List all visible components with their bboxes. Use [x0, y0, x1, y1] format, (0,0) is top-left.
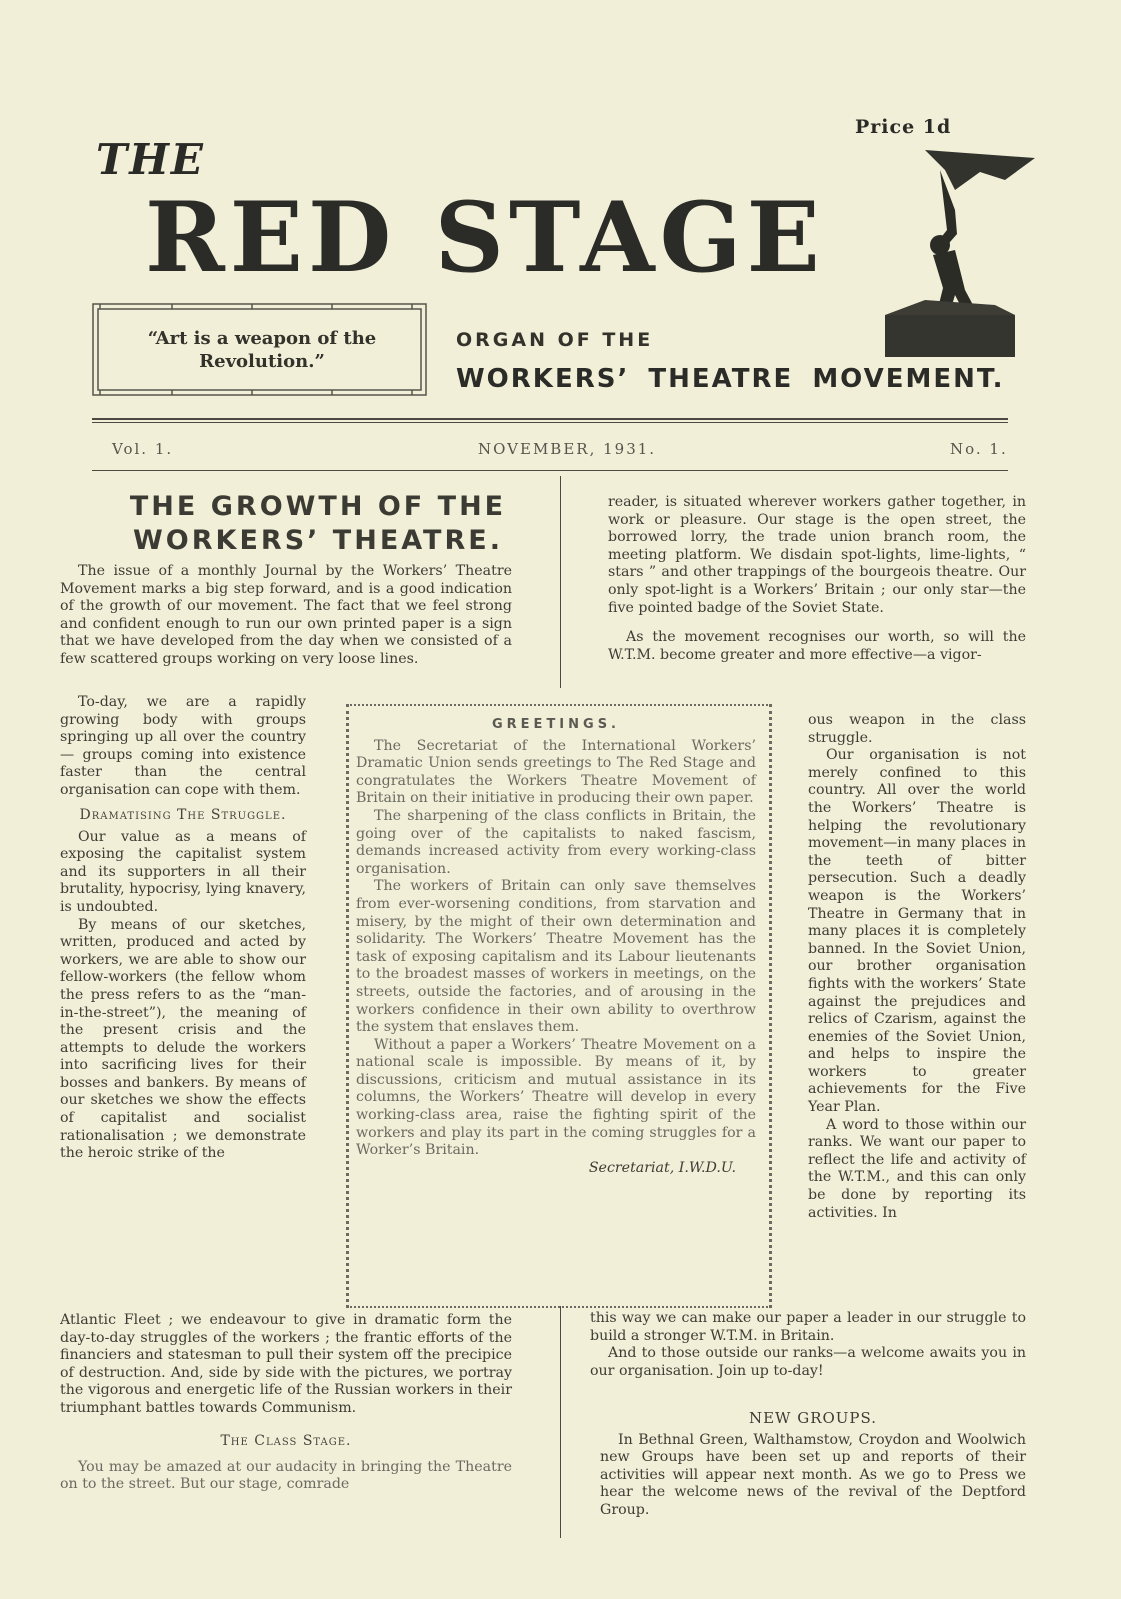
- volume-label: Vol. 1.: [112, 440, 174, 458]
- lead-paragraph: ous weapon in the class struggle.: [808, 712, 1026, 746]
- greetings-paragraph: The workers of Britain can only save themselves from ever-worsening conditions, from starvation and misery, by the might of their own determination and solidarity. The Workers’ Theatre Movement has the task of exposing capitalism and its Labour lieutenants to the broadest masses of workers in meetings, on the streets, outside the factories, and of arousing in the workers confidence in their own ability to overthrow the system that enslaves them.: [356, 878, 756, 1036]
- lead-right-top: [608, 494, 1026, 664]
- lead-lower-right: [590, 1310, 1026, 1380]
- lead-paragraph: By means of our sketches, written, produced and acted by workers, we are able to show our fellow-workers (the fellow whom the press refers to as the “man-in-the-street”), the meaning of the present crisis and the attempts to delude the workers into sacrificing lives for their bosses and bankers. By means of our sketches we show the effects of capitalist and socialist rationalisation ; we demonstrate the heroic strike of the: [60, 916, 306, 1162]
- lead-paragraph: this way we can make our paper a leader in our struggle to build a stronger W.T.M. in Britain.: [590, 1310, 1026, 1344]
- lead-paragraph: Atlantic Fleet ; we endeavour to give in dramatic form the day-to-day struggles of the workers ; the frantic efforts of the financiers and statesman to pull their system off the precipice of destruction. And, side by side with the pictures, we portray the vigorous and energetic life of the Russian workers in their triumphant battles towards Communism.: [60, 1312, 512, 1416]
- lead-intro: [60, 563, 512, 669]
- column-divider-lower: [560, 1306, 561, 1538]
- issue-date: NOVEMBER, 1931.: [478, 440, 657, 458]
- new-groups-text: In Bethnal Green, Walthamstow, Croydon and Woolwich new Groups have been set up and reports of their activities will appear next month. As we go to Press we hear the welcome news of the revival of the Deptford Group.: [600, 1431, 1026, 1518]
- lead-paragraph: You may be amazed at our audacity in bringing the Theatre on to the street. But our stage, comrade: [60, 1458, 512, 1493]
- greetings-paragraph: The Secretariat of the International Workers’ Dramatic Union sends greetings to The Red Stage and congratulates the Workers Theatre Movement of Britain on their initiative in producing their own paper.: [356, 737, 756, 807]
- issue-number: No. 1.: [950, 440, 1008, 458]
- new-groups-title: NEW GROUPS.: [748, 1409, 878, 1427]
- lead-left-column: [60, 694, 306, 1163]
- greetings-paragraph: Without a paper a Workers’ Theatre Movement on a national scale is impossible. By means of it, by discussions, criticism and mutual assistance in its columns, the Workers’ Theatre will develop in every working-class area, raise the fighting spirit of the workers and play its part in the coming struggles for a Worker’s Britain.: [356, 1036, 756, 1159]
- greetings-paragraph: The sharpening of the class conflicts in Britain, the going over of the capitalists to naked fascism, demands increased activity from every working-class organisation.: [356, 807, 756, 877]
- top-rule-thin: [92, 422, 1008, 423]
- lead-paragraph: A word to those within our ranks. We want our paper to reflect the life and activity of the W.T.M., and this can only be done by reporting its activities. In: [808, 1116, 1026, 1221]
- masthead-the: THE: [96, 135, 205, 184]
- top-rule: [92, 418, 1008, 420]
- bottom-rule: [92, 470, 1008, 471]
- article-heading: THE GROWTH OF THE WORKERS’ THEATRE.: [129, 491, 507, 556]
- lead-lower-left: [60, 1312, 512, 1494]
- new-groups-section: [600, 1410, 1026, 1520]
- masthead-title: RED STAGE: [145, 181, 825, 294]
- lead-paragraph: To-day, we are a rapidly growing body with groups springing up all over the country — groups coming into existence faster than the central organisation can cope with them.: [60, 694, 306, 798]
- lead-right-column: [808, 712, 1026, 1222]
- motto-text: “Art is a weapon of the Revolution.”: [147, 328, 377, 372]
- lead-paragraph: reader, is situated wherever workers gather together, in work or pleasure. Our stage is the open street, the borrowed lorry, the trade union branch room, the meeting platform. We disdain spot-lights, lime-lights, “ stars ” and other trappings of the bourgeois theatre. Our only spot-light is a Workers’ Britain ; our only star—the five pointed badge of the Soviet State.: [608, 494, 1026, 616]
- greetings-title: GREETINGS.: [492, 717, 620, 732]
- subheading-dramatising: Dramatising The Struggle.: [79, 806, 287, 823]
- lead-paragraph: Our organisation is not merely confined to this country. All over the world the Workers’ Theatre is helping the revolutionary movement—in many places in the teeth of bitter persecution. Such a deadly weapon is the Workers’ Theatre in Germany that in many places it is completely banned. In the Soviet Union, our brother organisation fights with the workers’ State against the prejudices and relics of Czarism, against the enemies of the Soviet Union, and helps to inspire the workers to greater achievements for the Five Year Plan.: [808, 747, 1026, 1116]
- lead-paragraph: And to those outside our ranks—a welcome awaits you in our organisation. Join up to-day!: [590, 1345, 1026, 1379]
- greetings-signature: Secretariat, I.W.D.U.: [588, 1159, 736, 1176]
- price-label: Price 1d: [855, 116, 952, 138]
- worker-statue-logo: [885, 150, 1035, 360]
- subheading-class-stage: The Class Stage.: [220, 1432, 352, 1449]
- organ-label: ORGAN OF THE: [456, 329, 654, 351]
- lead-paragraph: Our value as a means of exposing the capitalist system and its supporters in all their brutality, hypocrisy, lying knavery, is undoubted.: [60, 828, 306, 915]
- lead-paragraph: The issue of a monthly Journal by the Workers’ Theatre Movement marks a big step forward, and is a good indication of the growth of our movement. The fact that we feel strong and confident enough to run our own printed paper is a sign that we have developed from the day when we consisted of a few scattered groups working on very loose lines.: [60, 563, 512, 667]
- column-divider: [560, 476, 561, 688]
- lead-paragraph: As the movement recognises our worth, so will the W.T.M. become greater and more effective—a vigor-: [608, 629, 1026, 663]
- greetings-content: [356, 710, 756, 1177]
- movement-name: WORKERS’ THEATRE MOVEMENT.: [456, 364, 1005, 394]
